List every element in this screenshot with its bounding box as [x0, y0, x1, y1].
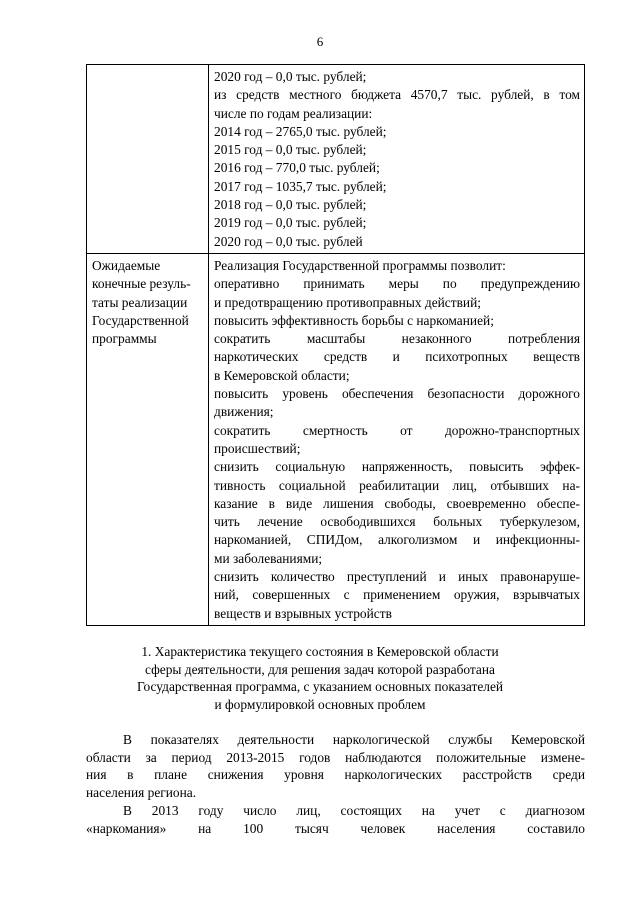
label-line: Ожидаемые: [92, 257, 161, 273]
label-line: таты реализации: [92, 294, 188, 310]
body-paragraph: [86, 731, 585, 801]
section-heading-line: и формулировкой основных проблем: [214, 696, 426, 712]
result-line: казание в виде лишения свободы, своевременно обеспе-: [214, 495, 580, 511]
result-line: чить лечение освободившихся больных туберкулезом,: [214, 514, 580, 530]
result-line: снизить социальную напряженность, повысить эффек-: [214, 459, 580, 475]
result-line: тивность социальной реабилитации лиц, отбывших на-: [214, 477, 580, 493]
funding-line: 2015 год – 0,0 тыс. рублей;: [214, 142, 367, 158]
paragraph-line: области за период 2013-2015 годов наблюдаются положительные измене-: [86, 749, 585, 765]
funding-line: 2019 год – 0,0 тыс. рублей;: [214, 215, 367, 231]
funding-line: 2017 год – 1035,7 тыс. рублей;: [214, 178, 387, 194]
funding-line: из средств местного бюджета 4570,7 тыс. рублей, в том: [214, 87, 580, 103]
result-line: оперативно принимать меры по предупреждению: [214, 276, 580, 292]
paragraph-line: В показателях деятельности наркологической службы Кемеровской: [123, 732, 585, 747]
table-cell-expected-results-label: [87, 253, 209, 625]
result-line: сократить смертность от дорожно-транспортных: [214, 422, 580, 438]
paragraph-line: населения региона.: [86, 784, 197, 800]
table-row-expected-results: [87, 253, 585, 625]
table-row-funding: [87, 65, 585, 254]
result-line: ний, совершенных с применением оружия, взрывчатых: [214, 587, 580, 603]
funding-line: 2020 год – 0,0 тыс. рублей: [214, 233, 363, 249]
table-cell-funding-details: [209, 65, 585, 254]
funding-line: числе по годам реализации:: [214, 105, 373, 121]
program-passport-table: [86, 64, 585, 626]
section-heading: [0, 643, 640, 713]
body-paragraph: [86, 802, 585, 837]
label-line: Государственной: [92, 312, 189, 328]
paragraph-line: В 2013 году число лиц, состоящих на учет с диагнозом: [123, 803, 585, 818]
result-line: и предотвращению противоправных действий;: [214, 294, 481, 310]
result-line: в Кемеровской области;: [214, 367, 350, 383]
funding-line: 2018 год – 0,0 тыс. рублей;: [214, 197, 367, 213]
result-line: снизить количество преступлений и иных правонаруше-: [214, 569, 580, 585]
funding-line: 2020 год – 0,0 тыс. рублей;: [214, 69, 367, 84]
result-line: повысить эффективность борьбы с наркоманией;: [214, 312, 494, 328]
result-line: повысить уровень обеспечения безопасности дорожного: [214, 386, 580, 402]
result-line: наркотических средств и психотропных веществ: [214, 349, 580, 365]
page-number: 6: [316, 34, 324, 49]
label-line: программы: [92, 331, 157, 347]
result-line: ми заболеваниями;: [214, 550, 323, 566]
result-line: Реализация Государственной программы позволит:: [214, 257, 506, 273]
table-cell-empty-label: [87, 65, 209, 254]
result-line: происшествий;: [214, 440, 301, 456]
section-heading-line: сферы деятельности, для решения задач которой разработана: [145, 661, 495, 677]
result-line: движения;: [214, 404, 274, 420]
result-line: веществ и взрывных устройств: [214, 605, 392, 621]
result-line: сократить масштабы незаконного потребления: [214, 331, 580, 347]
paragraph-line: «наркомания» на 100 тысяч человек населения составило: [86, 820, 585, 836]
label-line: конечные резуль-: [92, 276, 191, 292]
table-cell-expected-results: [209, 253, 585, 625]
paragraph-line: ния в плане снижения уровня наркологических расстройств среди: [86, 767, 585, 782]
funding-line: 2014 год – 2765,0 тыс. рублей;: [214, 123, 387, 139]
funding-line: 2016 год – 770,0 тыс. рублей;: [214, 160, 380, 176]
section-heading-line: 1. Характеристика текущего состояния в Кемеровской области: [141, 644, 499, 659]
result-line: наркоманией, СПИДом, алкоголизмом и инфекционны-: [214, 532, 580, 548]
section-heading-line: Государственная программа, с указанием основных показателей: [136, 679, 504, 694]
